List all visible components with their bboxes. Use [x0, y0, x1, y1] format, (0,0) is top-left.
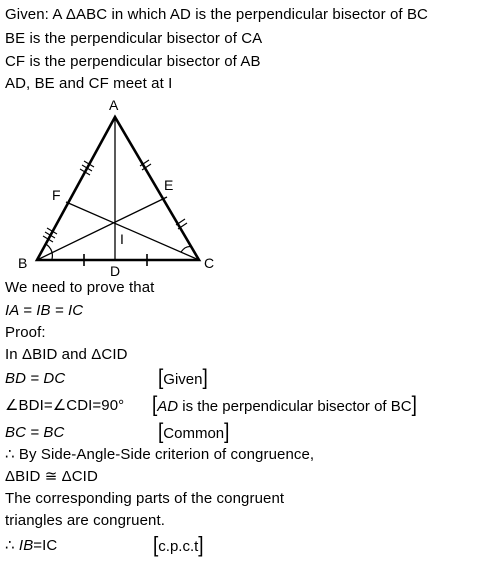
label-c: C — [204, 255, 215, 271]
segment-be — [37, 197, 167, 260]
step-3-statement: BC = BC — [5, 424, 65, 441]
step-3-reason: [Common] — [158, 420, 230, 445]
label-b: B — [18, 255, 28, 271]
corresponding-line-1: The corresponding parts of the congruent — [5, 490, 285, 507]
proof-target: IA = IB = IC — [5, 302, 84, 319]
label-e: E — [164, 177, 174, 193]
given-line-2: BE is the perpendicular bisector of CA — [5, 30, 263, 47]
step-2-statement: ∠BDI=∠CDI=90° — [5, 397, 125, 414]
step-1-reason: [Given] — [158, 366, 208, 391]
label-i: I — [120, 231, 124, 247]
final-reason: [c.p.c.t] — [153, 533, 204, 558]
congruence-line: ΔBID ≅ ΔCID — [5, 468, 98, 485]
final-statement: ∴ IB=IC — [5, 537, 58, 554]
label-d: D — [110, 263, 121, 279]
segment-cf — [66, 202, 199, 260]
step-2-reason: [AD is the perpendicular bisector of BC] — [152, 393, 417, 418]
triangle-abc — [37, 117, 199, 260]
given-line-1: Given: A ΔABC in which AD is the perpendicular bisector of BC — [5, 6, 428, 23]
proof-in-line: In ΔBID and ΔCID — [5, 346, 128, 363]
triangle-figure — [16, 92, 226, 282]
corresponding-line-2: triangles are congruent. — [5, 512, 165, 529]
given-line-4: AD, BE and CF meet at I — [5, 75, 173, 92]
proof-label: Proof: — [5, 324, 46, 341]
given-line-3: CF is the perpendicular bisector of AB — [5, 53, 261, 70]
sas-line: ∴ By Side-Angle-Side criterion of congruence, — [5, 446, 315, 463]
step-1-statement: BD = DC — [5, 370, 66, 387]
proof-need-line: We need to prove that — [5, 279, 155, 296]
label-f: F — [52, 187, 61, 203]
label-a: A — [109, 97, 119, 113]
